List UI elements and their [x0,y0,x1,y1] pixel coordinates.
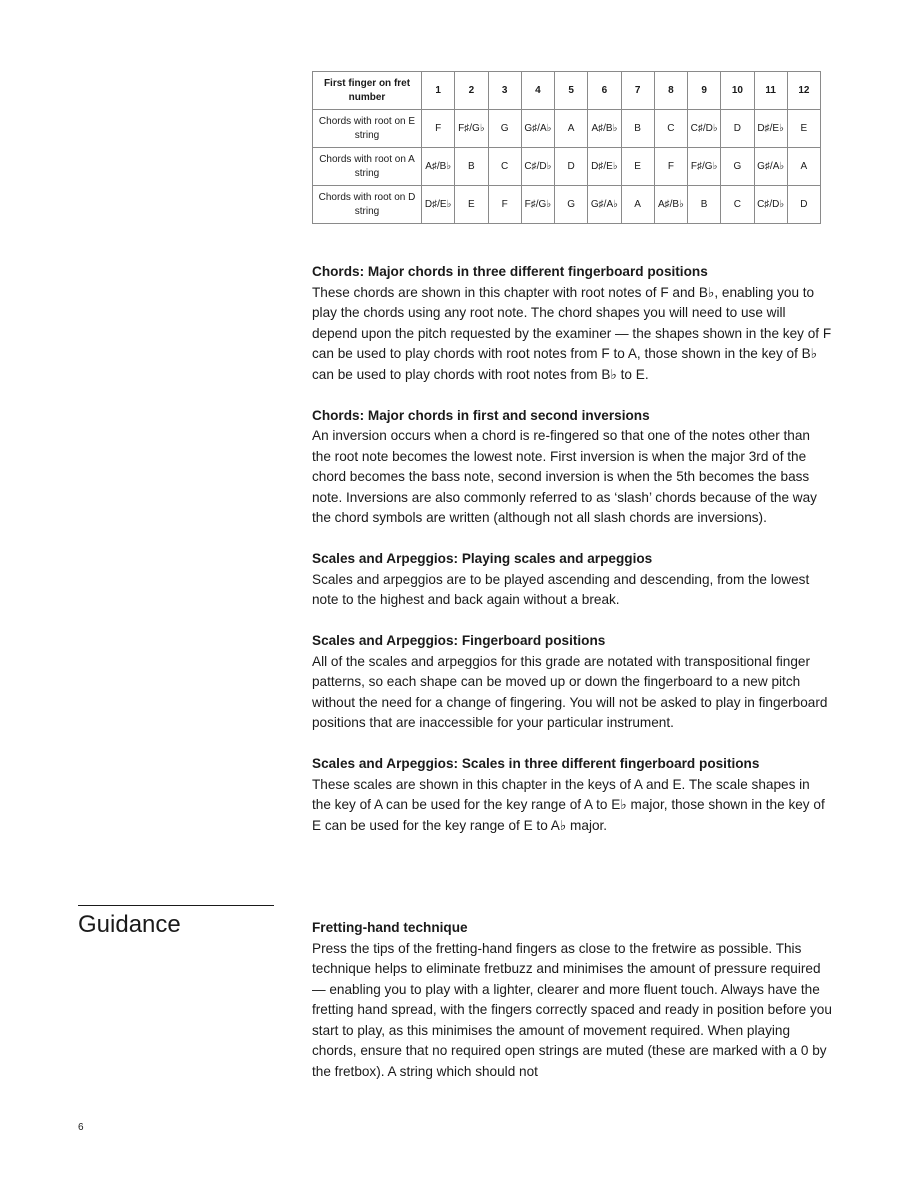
section-major-chords-inversions [312,406,832,529]
fret-number: 4 [521,72,554,110]
table-cell: B [621,110,654,148]
table-header-row [313,72,821,110]
section-heading: Scales and Arpeggios: Scales in three different fingerboard positions [312,756,760,771]
row-label: Chords with root on D string [313,186,422,224]
table-cell: B [455,148,488,186]
fret-number: 10 [721,72,754,110]
table-cell: D [721,110,754,148]
fret-number: 6 [588,72,621,110]
fret-number: 2 [455,72,488,110]
fret-number: 11 [754,72,787,110]
section-body: These chords are shown in this chapter with root notes of F and B♭, enabling you to play the chords using any root note. The chord shapes you will need to use will depend upon the pitch requested by the examiner — the shapes shown in the key of F can be used to play chords with root notes from F to A, those shown in the key of B♭ can be used to play chords with root notes from B♭ to E. [312,284,832,382]
section-heading: Scales and Arpeggios: Fingerboard positions [312,633,606,648]
table-cell: C♯/D♭ [521,148,554,186]
table-cell: F♯/G♭ [688,148,721,186]
fret-number: 7 [621,72,654,110]
table-cell: G [721,148,754,186]
table-cell: B [688,186,721,224]
table-cell: C [488,148,521,186]
table-cell: E [621,148,654,186]
section-heading: Chords: Major chords in three different fingerboard positions [312,264,708,279]
section-body: Press the tips of the fretting-hand fingers as close to the fretwire as possible. This technique helps to eliminate fretbuzz and minimises the amount of pressure required — enabling you to play with a lighter, clearer and more fluent touch. Always have the fretting hand spread, with the fingers correctly spaced and ready in position before you start to play, as this minimises the amount of movement required. When playing chords, ensure that no required open strings are muted (these are marked with a 0 by the fretbox). A string which should not [312,940,832,1079]
table-cell: A♯/B♭ [588,110,621,148]
table-cell: E [787,110,820,148]
table-row [313,186,821,224]
table-cell: D♯/E♭ [588,148,621,186]
table-cell: G♯/A♭ [588,186,621,224]
fret-number: 9 [688,72,721,110]
table-cell: C♯/D♭ [688,110,721,148]
table-cell: D♯/E♭ [422,186,455,224]
table-cell: C [721,186,754,224]
fret-number: 12 [787,72,820,110]
table-cell: G♯/A♭ [521,110,554,148]
table-cell: A [787,148,820,186]
table-cell: F [654,148,687,186]
section-heading: Scales and Arpeggios: Playing scales and arpeggios [312,551,653,566]
main-content [312,262,832,836]
table-cell: F♯/G♭ [455,110,488,148]
fret-number: 1 [422,72,455,110]
table-cell: A [555,110,588,148]
guidance-divider [78,905,274,906]
section-fretting-hand [312,918,832,1082]
section-playing-scales [312,549,832,611]
table-header-label: First finger on fret number [313,72,422,110]
section-major-chords-positions [312,262,832,385]
section-fingerboard-positions [312,631,832,734]
guidance-content [312,918,832,1082]
fret-number: 3 [488,72,521,110]
fret-chord-table [312,71,821,224]
row-label: Chords with root on A string [313,148,422,186]
table-cell: G [555,186,588,224]
table-cell: C [654,110,687,148]
table-row [313,110,821,148]
fret-number: 8 [654,72,687,110]
section-scales-three-positions [312,754,832,836]
table-cell: G [488,110,521,148]
table-cell: C♯/D♭ [754,186,787,224]
table-cell: D♯/E♭ [754,110,787,148]
table-cell: D [555,148,588,186]
page-number: 6 [78,1122,84,1133]
table-cell: F [422,110,455,148]
guidance-title: Guidance [78,911,181,938]
fret-number: 5 [555,72,588,110]
table-cell: A♯/B♭ [654,186,687,224]
table-cell: A♯/B♭ [422,148,455,186]
table-cell: D [787,186,820,224]
section-body: All of the scales and arpeggios for this grade are notated with transpositional finger patterns, so each shape can be moved up or down the fingerboard to a new pitch without the need for a change of fingering. You will not be asked to play in fingerboard positions that are inaccessible for your particular instrument. [312,653,828,730]
section-heading: Fretting-hand technique [312,920,468,935]
table-cell: E [455,186,488,224]
table-cell: A [621,186,654,224]
table-cell: F [488,186,521,224]
table-row [313,148,821,186]
section-body: These scales are shown in this chapter in the keys of A and E. The scale shapes in the key of A can be used for the key range of A to E♭ major, those shown in the key of E can be used for the key range of E to A♭ major. [312,776,825,833]
section-heading: Chords: Major chords in first and second inversions [312,407,650,423]
row-label: Chords with root on E string [313,110,422,148]
section-body: Scales and arpeggios are to be played ascending and descending, from the lowest note to the highest and back again without a break. [312,571,810,607]
section-body: An inversion occurs when a chord is re-fingered so that one of the notes other than the root note becomes the lowest note. First inversion is when the major 3rd of the chord becomes the bass note, second inversion is when the 5th becomes the bass note. Inversions are also commonly referred to as ‘slash’ chords because of the way the chord symbols are written (although not all slash chords are inversions). [312,428,817,525]
table-cell: F♯/G♭ [521,186,554,224]
table-cell: G♯/A♭ [754,148,787,186]
